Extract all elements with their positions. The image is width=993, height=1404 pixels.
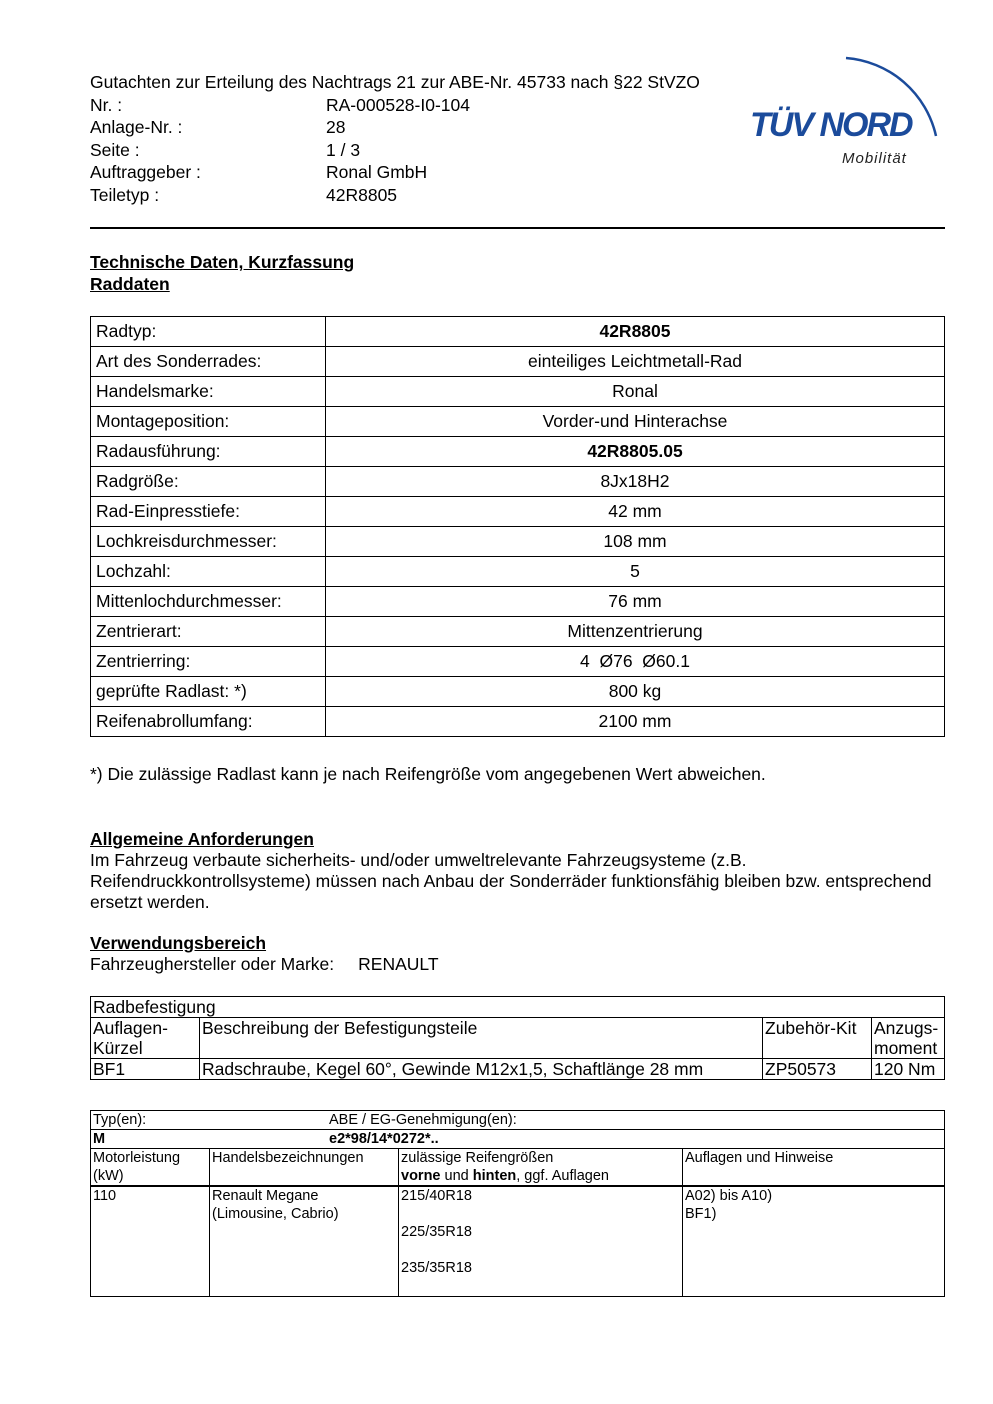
table-cell: Radschraube, Kegel 60°, Gewinde M12x1,5, Schaftlänge 28 mm xyxy=(200,1059,763,1080)
logo-brand-text: TÜV NORD xyxy=(750,106,912,144)
maker-value: RENAULT xyxy=(358,954,439,974)
header-field-label: Nr. : xyxy=(90,94,123,115)
raddaten-value: 42R8805.05 xyxy=(326,437,945,467)
header-field-label: Seite : xyxy=(90,139,140,160)
logo-sub-text: Mobilität xyxy=(842,150,907,167)
raddaten-row xyxy=(91,557,945,587)
raddaten-row xyxy=(91,407,945,437)
column-header xyxy=(91,1149,210,1187)
raddaten-label: Radgröße: xyxy=(91,467,326,497)
table-row xyxy=(91,1186,945,1296)
header-field-value: 1 / 3 xyxy=(326,139,361,160)
section-heading: Verwendungsbereich xyxy=(90,933,267,953)
raddaten-row xyxy=(91,467,945,497)
raddaten-label: Lochkreisdurchmesser: xyxy=(91,527,326,557)
section-paragraph: Im Fahrzeug verbaute sicherheits- und/oder umweltrelevante Fahrzeugsysteme (z.B. Reifendruckkontrollsysteme) müssen nach Anbau der Sonderräder funktionsfähig bleiben bzw. entsprechend ersetzt werden. xyxy=(90,850,932,912)
header-field-value: Ronal GmbH xyxy=(326,162,428,182)
table-cell xyxy=(91,1130,945,1149)
document-header xyxy=(90,71,700,206)
table-row xyxy=(91,1059,945,1080)
cell-line: A02) bis A10) xyxy=(685,1188,773,1204)
raddaten-label: Mittenlochdurchmesser: xyxy=(91,587,326,617)
raddaten-value: 42 mm xyxy=(326,497,945,527)
raddaten-label: Radtyp: xyxy=(91,317,326,347)
header-line: (kW) xyxy=(93,1168,124,1184)
raddaten-value: einteiliges Leichtmetall-Rad xyxy=(326,347,945,377)
raddaten-table xyxy=(90,316,945,737)
raddaten-row xyxy=(91,347,945,377)
raddaten-row xyxy=(91,617,945,647)
radbefestigung-table xyxy=(90,996,945,1080)
header-field xyxy=(90,161,700,184)
cell-line: BF1) xyxy=(685,1206,717,1222)
raddaten-row xyxy=(91,587,945,617)
header-field-label: Anlage-Nr. : xyxy=(90,117,183,137)
header-divider xyxy=(90,227,945,229)
raddaten-row xyxy=(91,647,945,677)
table-cell: 110 xyxy=(91,1186,210,1296)
header-line: Auflagen- xyxy=(93,1018,168,1038)
maker-label: Fahrzeughersteller oder Marke: xyxy=(90,954,335,974)
header-text: , ggf. Auflagen xyxy=(516,1168,609,1184)
raddaten-label: Zentrierart: xyxy=(91,617,326,647)
table-cell: 120 Nm xyxy=(872,1059,945,1080)
raddaten-value: 76 mm xyxy=(326,587,945,617)
table-title: Radbefestigung xyxy=(91,997,945,1018)
column-header xyxy=(91,1018,200,1059)
raddaten-value: Ronal xyxy=(326,377,945,407)
maker-row xyxy=(90,954,439,975)
raddaten-label: Handelsmarke: xyxy=(91,377,326,407)
radlast-note: *) Die zulässige Radlast kann je nach Reifengröße vom angegebenen Wert abweichen. xyxy=(90,764,766,784)
cell-line: (Limousine, Cabrio) xyxy=(212,1206,339,1222)
header-field xyxy=(90,139,700,162)
section-allgemeine-anforderungen xyxy=(90,828,950,913)
raddaten-label: Art des Sonderrades: xyxy=(91,347,326,377)
raddaten-label: Rad-Einpresstiefe: xyxy=(91,497,326,527)
raddaten-value: Vorder-und Hinterachse xyxy=(326,407,945,437)
raddaten-row xyxy=(91,377,945,407)
raddaten-label: geprüfte Radlast: *) xyxy=(91,677,326,707)
table-cell: BF1 xyxy=(91,1059,200,1080)
header-field xyxy=(90,94,700,117)
tire-size: 225/35R18 xyxy=(401,1224,472,1240)
header-text: und xyxy=(440,1168,473,1184)
header-field xyxy=(90,116,700,139)
raddaten-label: Radausführung: xyxy=(91,437,326,467)
section-heading: Technische Daten, Kurzfassung xyxy=(90,252,355,272)
header-bold: vorne xyxy=(401,1168,441,1184)
raddaten-value: 2100 mm xyxy=(326,707,945,737)
table-cell xyxy=(210,1186,399,1296)
tire-size: 235/35R18 xyxy=(401,1260,472,1276)
raddaten-value: 8Jx18H2 xyxy=(326,467,945,497)
header-field-value: 28 xyxy=(326,117,346,137)
table-row xyxy=(91,1130,945,1149)
section-technische-daten xyxy=(90,251,354,295)
column-header xyxy=(399,1149,683,1187)
table-row xyxy=(91,1111,945,1130)
header-field-value: RA-000528-I0-104 xyxy=(326,94,470,115)
column-header: Auflagen und Hinweise xyxy=(683,1149,945,1187)
cell-line: Renault Megane xyxy=(212,1188,319,1204)
raddaten-label: Reifenabrollumfang: xyxy=(91,707,326,737)
tuv-nord-logo xyxy=(746,46,946,171)
raddaten-row xyxy=(91,497,945,527)
header-line: Kürzel xyxy=(93,1038,143,1058)
raddaten-row xyxy=(91,437,945,467)
tire-size: 215/40R18 xyxy=(401,1188,472,1204)
column-header: Beschreibung der Befestigungsteile xyxy=(200,1018,763,1059)
abe-value: e2*98/14*0272*.. xyxy=(329,1131,439,1147)
raddaten-value: Mittenzentrierung xyxy=(326,617,945,647)
section-heading: Allgemeine Anforderungen xyxy=(90,829,314,849)
raddaten-value: 5 xyxy=(326,557,945,587)
column-header: Zubehör-Kit xyxy=(763,1018,872,1059)
raddaten-value: 800 kg xyxy=(326,677,945,707)
header-field-label: Teiletyp : xyxy=(90,184,160,205)
raddaten-label: Lochzahl: xyxy=(91,557,326,587)
header-field xyxy=(90,184,700,207)
header-bold: hinten xyxy=(472,1168,517,1184)
raddaten-value: 108 mm xyxy=(326,527,945,557)
typ-label: Typ(en): xyxy=(93,1112,147,1128)
section-verwendungsbereich xyxy=(90,932,439,975)
header-line: zulässige Reifengrößen xyxy=(401,1150,554,1166)
column-header xyxy=(872,1018,945,1059)
raddaten-value: 42R8805 xyxy=(326,317,945,347)
header-line: Anzugs- xyxy=(874,1018,939,1038)
abe-label: ABE / EG-Genehmigung(en): xyxy=(329,1112,517,1128)
typ-value: M xyxy=(93,1131,106,1147)
table-cell xyxy=(683,1186,945,1296)
raddaten-label: Montageposition: xyxy=(91,407,326,437)
table-cell xyxy=(91,1111,945,1130)
header-field-value: 42R8805 xyxy=(326,184,398,205)
raddaten-value: 4 Ø76 Ø60.1 xyxy=(326,647,945,677)
column-header: Handelsbezeichnungen xyxy=(210,1149,399,1187)
section-subheading: Raddaten xyxy=(90,274,170,294)
fahrzeugtypen-table xyxy=(90,1110,945,1297)
raddaten-row xyxy=(91,707,945,737)
table-header-row xyxy=(91,1018,945,1059)
raddaten-row xyxy=(91,317,945,347)
document-title: Gutachten zur Erteilung des Nachtrags 21 zur ABE-Nr. 45733 nach §22 StVZO xyxy=(90,72,700,92)
raddaten-row xyxy=(91,527,945,557)
table-header-row xyxy=(91,1149,945,1187)
header-field-label: Auftraggeber : xyxy=(90,162,201,182)
header-line: moment xyxy=(874,1038,938,1058)
raddaten-row xyxy=(91,677,945,707)
table-cell: ZP50573 xyxy=(763,1059,872,1080)
header-line xyxy=(401,1167,680,1185)
table-cell xyxy=(399,1186,683,1296)
header-line: Motorleistung xyxy=(93,1150,181,1166)
raddaten-label: Zentrierring: xyxy=(91,647,326,677)
